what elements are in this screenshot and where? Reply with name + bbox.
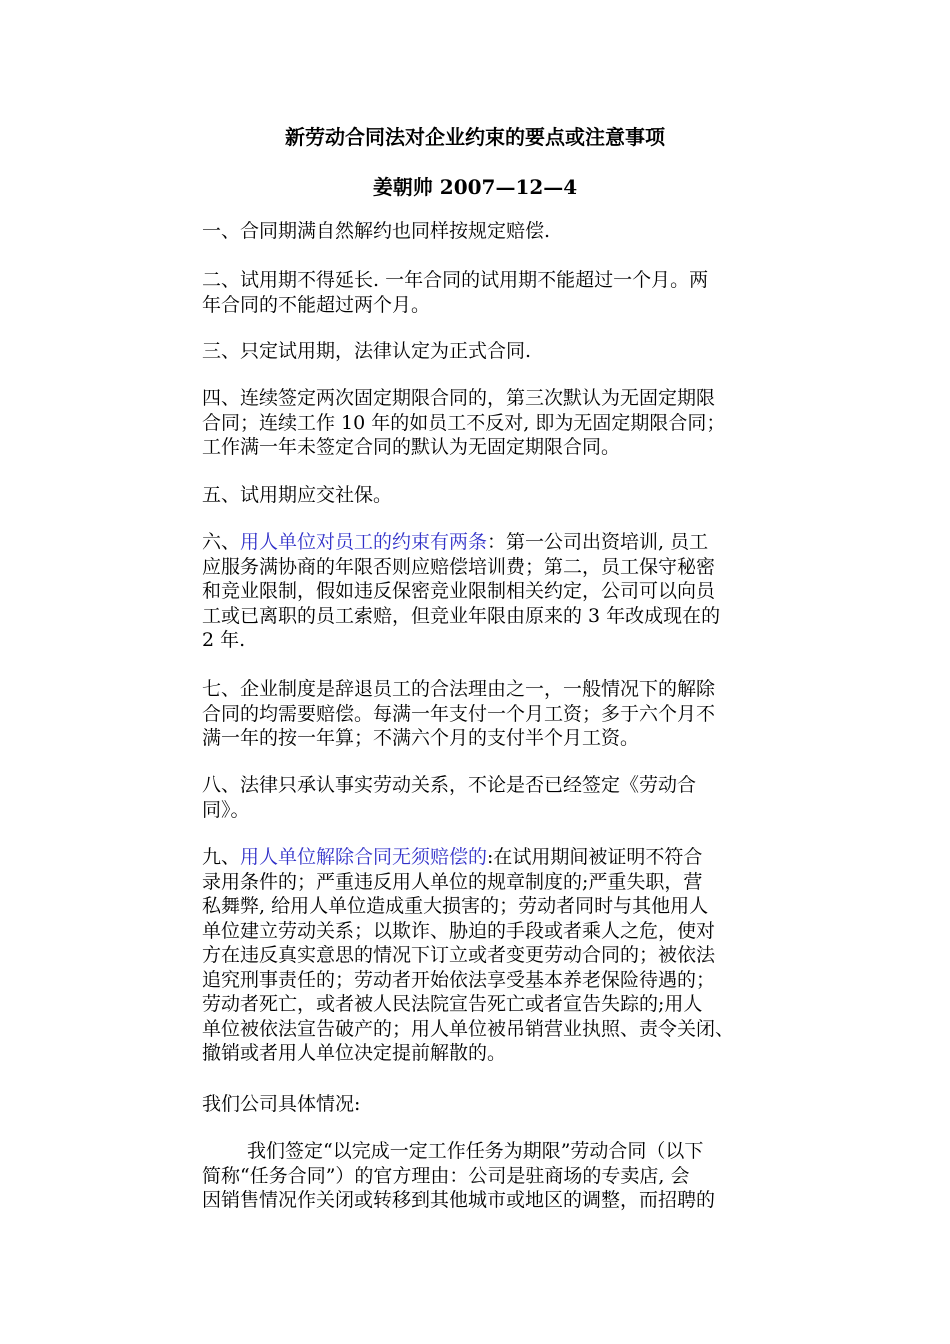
paragraph-9 xyxy=(202,845,822,1066)
paragraph-3 xyxy=(202,339,822,364)
paragraph-line xyxy=(202,845,822,870)
paragraph-2 xyxy=(202,268,822,317)
paragraph-line: 应服务满协商的年限否则应赔偿培训费；第二，员工保守秘密 xyxy=(202,555,716,578)
paragraph-line: 五、试用期应交社保。 xyxy=(202,484,393,506)
paragraph-line: 因销售情况作关闭或转移到其他城市或地区的调整，而招聘的 xyxy=(202,1189,716,1211)
paragraph-line: 合同；连续工作 10 年的如员工不反对, 即为无固定期限合同； xyxy=(202,411,726,434)
paragraph-line: 私舞弊, 给用人单位造成重大损害的；劳动者同时与其他用人 xyxy=(202,895,709,917)
paragraph-line: 劳动者死亡，或者被人民法院宣告死亡或者宣告失踪的;用人 xyxy=(202,993,703,1015)
paragraph-line: 七、企业制度是辞退员工的合法理由之一，一般情况下的解除 xyxy=(202,678,716,700)
paragraph-line: 单位建立劳动关系；以欺诈、胁迫的手段或者乘人之危，使对 xyxy=(202,919,716,942)
paragraph-prefix: 六、 xyxy=(202,531,241,553)
paragraph-line xyxy=(202,530,822,555)
paragraph-4 xyxy=(202,386,822,460)
highlighted-phrase: 用人单位对员工的约束有两条 xyxy=(240,531,488,553)
paragraph-11 xyxy=(202,1139,822,1213)
paragraph-line: 撤销或者用人单位决定提前解散的。 xyxy=(202,1042,507,1064)
paragraph-10 xyxy=(202,1092,822,1117)
paragraph-text: ：第一公司出资培训, 员工 xyxy=(487,531,709,553)
paragraph-line: 同》。 xyxy=(202,798,250,821)
paragraph-text: :在试用期间被证明不符合 xyxy=(487,846,703,868)
paragraph-line: 工或已离职的员工索赔，但竞业年限由原来的 3 年改成现在的 xyxy=(202,604,721,627)
paragraph-line: 我们公司具体情况: xyxy=(202,1093,361,1115)
paragraph-8 xyxy=(202,773,822,822)
paragraph-line: 单位被依法宣告破产的；用人单位被吊销营业执照、责令关闭、 xyxy=(202,1017,735,1040)
paragraph-line: 我们签定“以完成一定工作任务为期限”劳动合同（以下 xyxy=(247,1140,704,1162)
paragraph-6 xyxy=(202,530,822,653)
highlighted-phrase: 用人单位解除合同无须赔偿的 xyxy=(240,846,488,868)
paragraph-7 xyxy=(202,677,822,751)
paragraph-line: 合同的均需要赔偿。每满一年支付一个月工资；多于六个月不 xyxy=(202,702,716,725)
paragraph-line: 方在违反真实意思的情况下订立或者变更劳动合同的；被依法 xyxy=(202,944,716,966)
paragraph-line: 二、试用期不得延长. 一年合同的试用期不能超过一个月。两 xyxy=(202,269,709,291)
paragraph-line: 录用条件的；严重违反用人单位的规章制度的;严重失职，营 xyxy=(202,870,703,893)
paragraph-line: 八、法律只承认事实劳动关系，不论是否已经签定《劳动合 xyxy=(202,774,697,796)
paragraph-line: 年合同的不能超过两个月。 xyxy=(202,293,431,316)
paragraph-line: 四、连续签定两次固定期限合同的，第三次默认为无固定期限 xyxy=(202,387,716,409)
paragraph-line: 满一年的按一年算；不满六个月的支付半个月工资。 xyxy=(202,727,640,749)
paragraph-line: 追究刑事责任的；劳动者开始依法享受基本养老保险待遇的； xyxy=(202,968,716,991)
paragraph-prefix: 九、 xyxy=(202,846,241,868)
author-date: 姜朝帅 2007—12—4 xyxy=(372,175,578,199)
paragraph-line: 工作满一年未签定合同的默认为无固定期限合同。 xyxy=(202,436,621,458)
paragraph-1 xyxy=(202,219,822,244)
paragraph-line: 和竞业限制，假如违反保密竞业限制相关约定，公司可以向员 xyxy=(202,580,716,602)
paragraph-line: 2 年. xyxy=(202,629,246,651)
paragraph-5 xyxy=(202,483,822,508)
paragraph-line: 三、只定试用期，法律认定为正式合同. xyxy=(202,340,532,362)
document-title: 新劳动合同法对企业约束的要点或注意事项 xyxy=(285,125,665,149)
paragraph-line: 一、合同期满自然解约也同样按规定赔偿. xyxy=(202,220,551,242)
paragraph-line: 简称“任务合同”）的官方理由：公司是驻商场的专卖店, 会 xyxy=(202,1164,690,1187)
